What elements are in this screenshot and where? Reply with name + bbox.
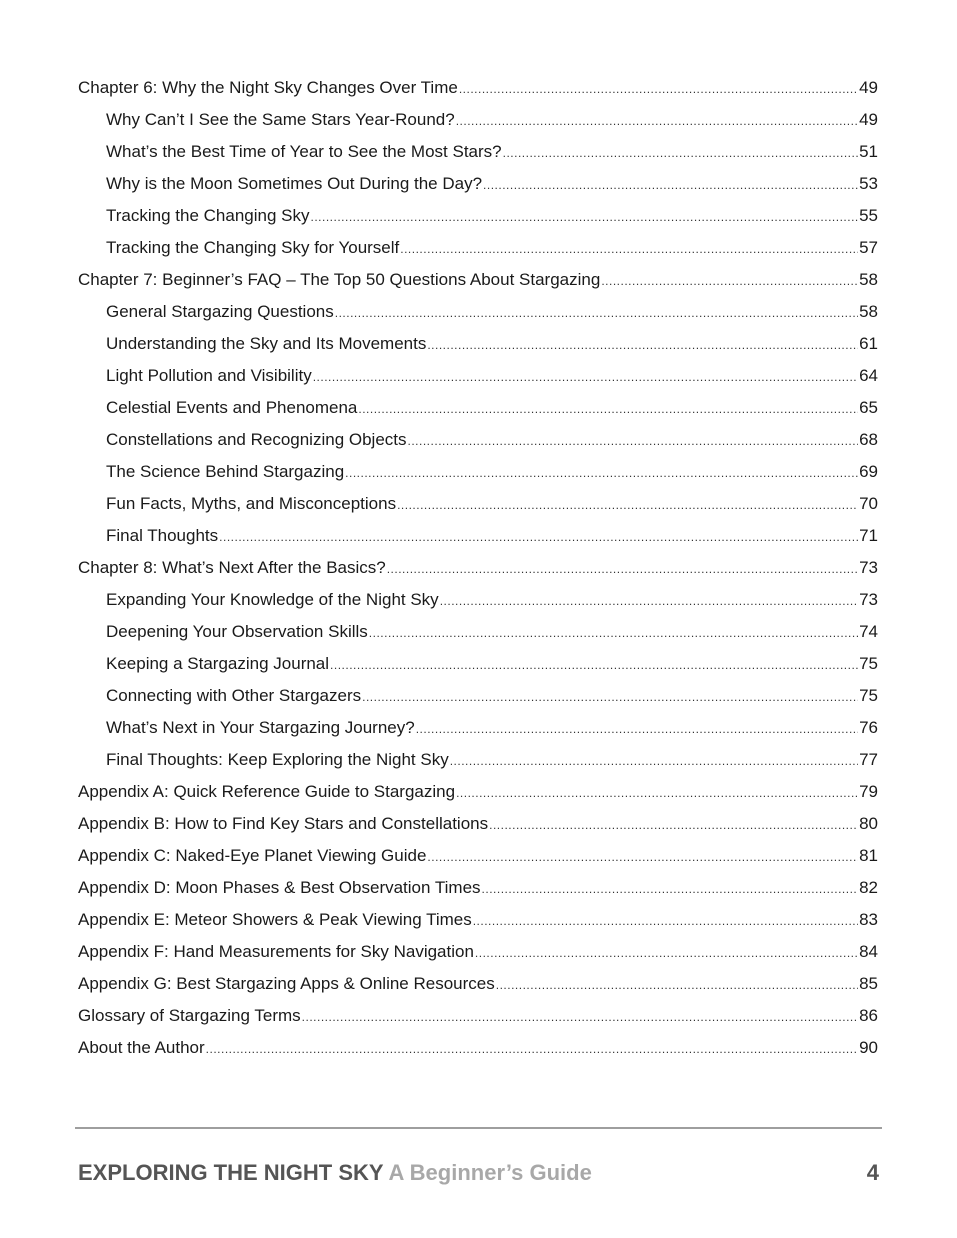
toc-entry-title: Constellations and Recognizing Objects — [106, 430, 407, 449]
toc-dot-leader — [483, 169, 858, 201]
toc-section-entry[interactable] — [78, 232, 878, 264]
toc-entry-title: Why Can’t I See the Same Stars Year-Round? — [106, 110, 455, 129]
toc-dot-leader — [362, 681, 858, 713]
toc-dot-leader — [400, 233, 858, 265]
toc-dot-leader — [397, 489, 858, 521]
toc-section-entry[interactable] — [78, 520, 878, 552]
toc-dot-leader — [206, 1033, 858, 1065]
toc-entry-page: 70 — [859, 494, 878, 513]
toc-dot-leader — [489, 809, 858, 841]
toc-chapter-entry[interactable] — [78, 776, 878, 808]
toc-section-entry[interactable] — [78, 328, 878, 360]
toc-dot-leader — [482, 873, 859, 905]
toc-entry-page: 77 — [859, 750, 878, 769]
toc-section-entry[interactable] — [78, 360, 878, 392]
toc-entry-page: 76 — [859, 718, 878, 737]
toc-section-entry[interactable] — [78, 424, 878, 456]
toc-entry-page: 82 — [859, 878, 878, 897]
toc-entry-title: Appendix D: Moon Phases & Best Observation Times — [78, 878, 481, 897]
toc-entry-title: Understanding the Sky and Its Movements — [106, 334, 427, 353]
toc-entry-page: 83 — [859, 910, 878, 929]
toc-dot-leader — [503, 137, 858, 169]
toc-dot-leader — [440, 585, 858, 617]
toc-section-entry[interactable] — [78, 584, 878, 616]
footer-page-number: 4 — [866, 1160, 879, 1185]
toc-section-entry[interactable] — [78, 456, 878, 488]
toc-dot-leader — [427, 841, 858, 873]
toc-entry-title: Appendix B: How to Find Key Stars and Constellations — [78, 814, 489, 833]
toc-entry-page: 85 — [859, 974, 878, 993]
toc-entry-title: Appendix G: Best Stargazing Apps & Online Resources — [78, 974, 495, 993]
toc-section-entry[interactable] — [78, 744, 878, 776]
toc-entry-page: 84 — [859, 942, 878, 961]
toc-section-entry[interactable] — [78, 104, 878, 136]
toc-entry-title: Chapter 8: What’s Next After the Basics? — [78, 558, 386, 577]
toc-entry-title: Keeping a Stargazing Journal — [106, 654, 330, 673]
toc-entry-title: Fun Facts, Myths, and Misconceptions — [106, 494, 397, 513]
toc-entry-page: 61 — [859, 334, 878, 353]
toc-chapter-entry[interactable] — [78, 264, 878, 296]
toc-entry-page: 81 — [859, 846, 878, 865]
toc-dot-leader — [369, 617, 858, 649]
toc-section-entry[interactable] — [78, 168, 878, 200]
toc-entry-title: Appendix A: Quick Reference Guide to Stargazing — [78, 782, 456, 801]
toc-entry-title: Chapter 6: Why the Night Sky Changes Over Time — [78, 78, 458, 97]
toc-dot-leader — [310, 201, 858, 233]
toc-chapter-entry[interactable] — [78, 1032, 878, 1064]
toc-dot-leader — [335, 297, 858, 329]
toc-entry-page: 64 — [859, 366, 878, 385]
page-footer — [78, 1160, 879, 1194]
toc-dot-leader — [601, 265, 858, 297]
footer-book-title — [78, 1160, 592, 1186]
toc-dot-leader — [459, 73, 858, 105]
toc-entry-title: About the Author — [78, 1038, 205, 1057]
toc-entry-title: General Stargazing Questions — [106, 302, 334, 321]
toc-entry-title: Appendix C: Naked-Eye Planet Viewing Guide — [78, 846, 427, 865]
toc-entry-page: 58 — [859, 302, 878, 321]
toc-section-entry[interactable] — [78, 392, 878, 424]
toc-section-entry[interactable] — [78, 648, 878, 680]
toc-entry-page: 71 — [859, 526, 878, 545]
toc-entry-title: Why is the Moon Sometimes Out During the Day? — [106, 174, 483, 193]
table-of-contents — [78, 72, 878, 1064]
toc-entry-page: 69 — [859, 462, 878, 481]
toc-dot-leader — [387, 553, 858, 585]
toc-dot-leader — [345, 457, 858, 489]
footer-divider — [75, 1127, 882, 1129]
toc-dot-leader — [408, 425, 859, 457]
toc-section-entry[interactable] — [78, 200, 878, 232]
toc-entry-page: 80 — [859, 814, 878, 833]
toc-entry-title: What’s Next in Your Stargazing Journey? — [106, 718, 415, 737]
toc-entry-title: Appendix F: Hand Measurements for Sky Navigation — [78, 942, 474, 961]
toc-entry-page: 73 — [859, 558, 878, 577]
toc-entry-title: Tracking the Changing Sky for Yourself — [106, 238, 400, 257]
toc-entry-page: 49 — [859, 110, 878, 129]
toc-entry-title: Appendix E: Meteor Showers & Peak Viewing Times — [78, 910, 472, 929]
toc-entry-page: 79 — [859, 782, 878, 801]
toc-entry-title: Light Pollution and Visibility — [106, 366, 312, 385]
toc-entry-page: 68 — [859, 430, 878, 449]
toc-entry-page: 86 — [859, 1006, 878, 1025]
toc-chapter-entry[interactable] — [78, 936, 878, 968]
toc-chapter-entry[interactable] — [78, 904, 878, 936]
toc-entry-title: What’s the Best Time of Year to See the Most Stars? — [106, 142, 502, 161]
toc-entry-title: Glossary of Stargazing Terms — [78, 1006, 301, 1025]
toc-chapter-entry[interactable] — [78, 808, 878, 840]
toc-dot-leader — [473, 905, 858, 937]
toc-section-entry[interactable] — [78, 488, 878, 520]
toc-dot-leader — [330, 649, 858, 681]
toc-chapter-entry[interactable] — [78, 968, 878, 1000]
toc-section-entry[interactable] — [78, 616, 878, 648]
toc-dot-leader — [416, 713, 858, 745]
toc-dot-leader — [358, 393, 858, 425]
footer-title-sub: A Beginner’s Guide — [388, 1160, 592, 1185]
toc-entry-page: 58 — [859, 270, 878, 289]
toc-chapter-entry[interactable] — [78, 840, 878, 872]
toc-dot-leader — [302, 1001, 858, 1033]
toc-entry-page: 75 — [859, 654, 878, 673]
toc-dot-leader — [496, 969, 858, 1001]
toc-chapter-entry[interactable] — [78, 1000, 878, 1032]
toc-entry-page: 73 — [859, 590, 878, 609]
toc-entry-title: Chapter 7: Beginner’s FAQ – The Top 50 Questions About Stargazing — [78, 270, 601, 289]
toc-entry-page: 57 — [859, 238, 878, 257]
toc-entry-title: Expanding Your Knowledge of the Night Sky — [106, 590, 439, 609]
toc-entry-page: 74 — [859, 622, 878, 641]
toc-dot-leader — [456, 105, 858, 137]
toc-dot-leader — [219, 521, 858, 553]
toc-chapter-entry[interactable] — [78, 72, 878, 104]
toc-entry-page: 75 — [859, 686, 878, 705]
toc-dot-leader — [456, 777, 858, 809]
toc-entry-page: 51 — [859, 142, 878, 161]
toc-section-entry[interactable] — [78, 680, 878, 712]
toc-dot-leader — [450, 745, 858, 777]
toc-entry-title: The Science Behind Stargazing — [106, 462, 345, 481]
toc-chapter-entry[interactable] — [78, 872, 878, 904]
toc-section-entry[interactable] — [78, 296, 878, 328]
toc-dot-leader — [427, 329, 858, 361]
toc-section-entry[interactable] — [78, 136, 878, 168]
toc-entry-title: Final Thoughts — [106, 526, 219, 545]
toc-entry-title: Tracking the Changing Sky — [106, 206, 310, 225]
toc-chapter-entry[interactable] — [78, 552, 878, 584]
toc-entry-page: 90 — [859, 1038, 878, 1057]
toc-entry-page: 65 — [859, 398, 878, 417]
toc-entry-title: Connecting with Other Stargazers — [106, 686, 362, 705]
toc-entry-title: Celestial Events and Phenomena — [106, 398, 358, 417]
toc-entry-title: Final Thoughts: Keep Exploring the Night Sky — [106, 750, 449, 769]
toc-dot-leader — [313, 361, 858, 393]
toc-section-entry[interactable] — [78, 712, 878, 744]
toc-entry-page: 55 — [859, 206, 878, 225]
toc-entry-page: 53 — [859, 174, 878, 193]
toc-dot-leader — [475, 937, 858, 969]
toc-entry-page: 49 — [859, 78, 878, 97]
toc-entry-title: Deepening Your Observation Skills — [106, 622, 368, 641]
footer-title-main: EXPLORING THE NIGHT SKY — [78, 1160, 384, 1185]
